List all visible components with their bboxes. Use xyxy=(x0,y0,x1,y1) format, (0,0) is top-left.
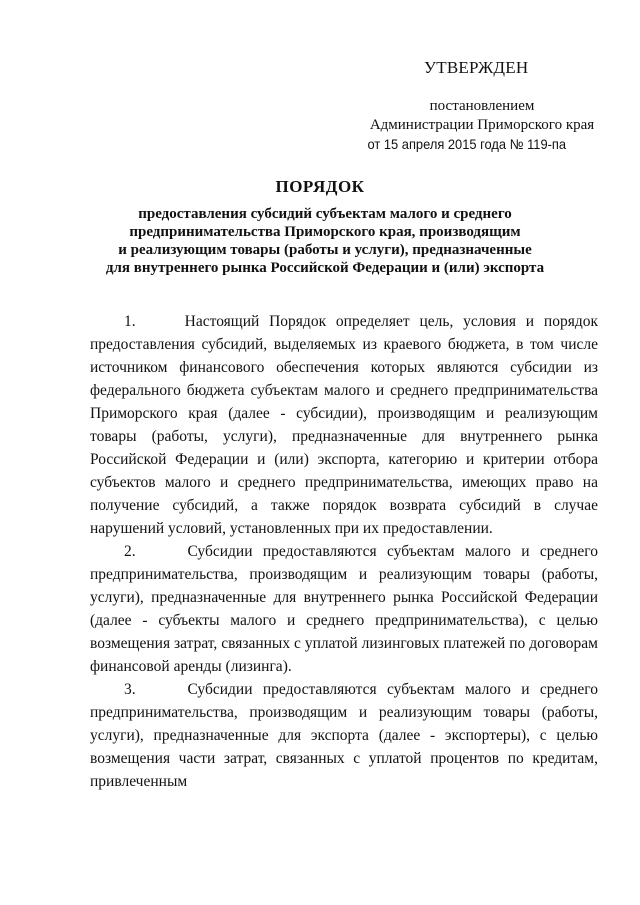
approval-line-resolution: постановлением xyxy=(429,98,535,114)
paragraph-3 xyxy=(90,678,598,793)
paragraph-text: Субсидии предоставляются субъектам малого и среднего предпринимательства, производящим и реализующим товары (работы, услуги), предназначенные для внутреннего рынка Российской Федерации (далее - субъекты малого и среднего предпринимательства), с целью возмещения затрат, связанных с уплатой лизинговых платежей по договорам финансовой аренды (лизинга). xyxy=(90,543,598,675)
approval-reference xyxy=(362,97,602,154)
document-title: ПОРЯДОК xyxy=(275,177,365,196)
paragraph-text: Настоящий Порядок определяет цель, условия и порядок предоставления субсидий, выделяемых из краевого бюджета, в том числе источником финансового обеспечения которых являются субсидии из федерального бюджета субъектам малого и среднего предпринимательства Приморского края (далее - субсидии), производящим и реализующим товары (работы, услуги), предназначенные для внутреннего рынка Российской Федерации и (или) экспорта, категорию и критерии отбора субъектов малого и среднего предпринимательства, имеющих право на получение субсидий, а также порядок возврата субсидий в случае нарушений условий, установленных при их предоставлении. xyxy=(90,313,598,537)
paragraph-number: 1. xyxy=(124,313,136,330)
approval-line-administration: Администрации Приморского края xyxy=(369,117,595,133)
subtitle-line: и реализующим товары (работы и услуги), предназначенные xyxy=(118,242,532,258)
paragraph-number: 3. xyxy=(124,681,136,698)
paragraph-number: 2. xyxy=(124,543,136,560)
subtitle-line: предпринимательства Приморского края, производящим xyxy=(129,224,521,240)
document-body xyxy=(90,310,598,793)
approval-line-date: от 15 апреля 2015 года № 119-па xyxy=(367,136,567,152)
subtitle-line: предоставления субсидий субъектам малого и среднего xyxy=(138,206,512,222)
paragraph-2 xyxy=(90,540,598,678)
paragraph-1 xyxy=(90,310,598,540)
approved-stamp-title: УТВЕРЖДЕН xyxy=(424,58,529,77)
document-subtitle xyxy=(60,205,590,277)
subtitle-line: для внутреннего рынка Российской Федерации и (или) экспорта xyxy=(105,260,545,276)
paragraph-text: Субсидии предоставляются субъектам малого и среднего предпринимательства, производящим и реализующим товары (работы, услуги), предназначенные для экспорта (далее - экспортеры), с целью возмещения части затрат, связанных с уплатой процентов по кредитам, привлеченным xyxy=(90,681,598,790)
